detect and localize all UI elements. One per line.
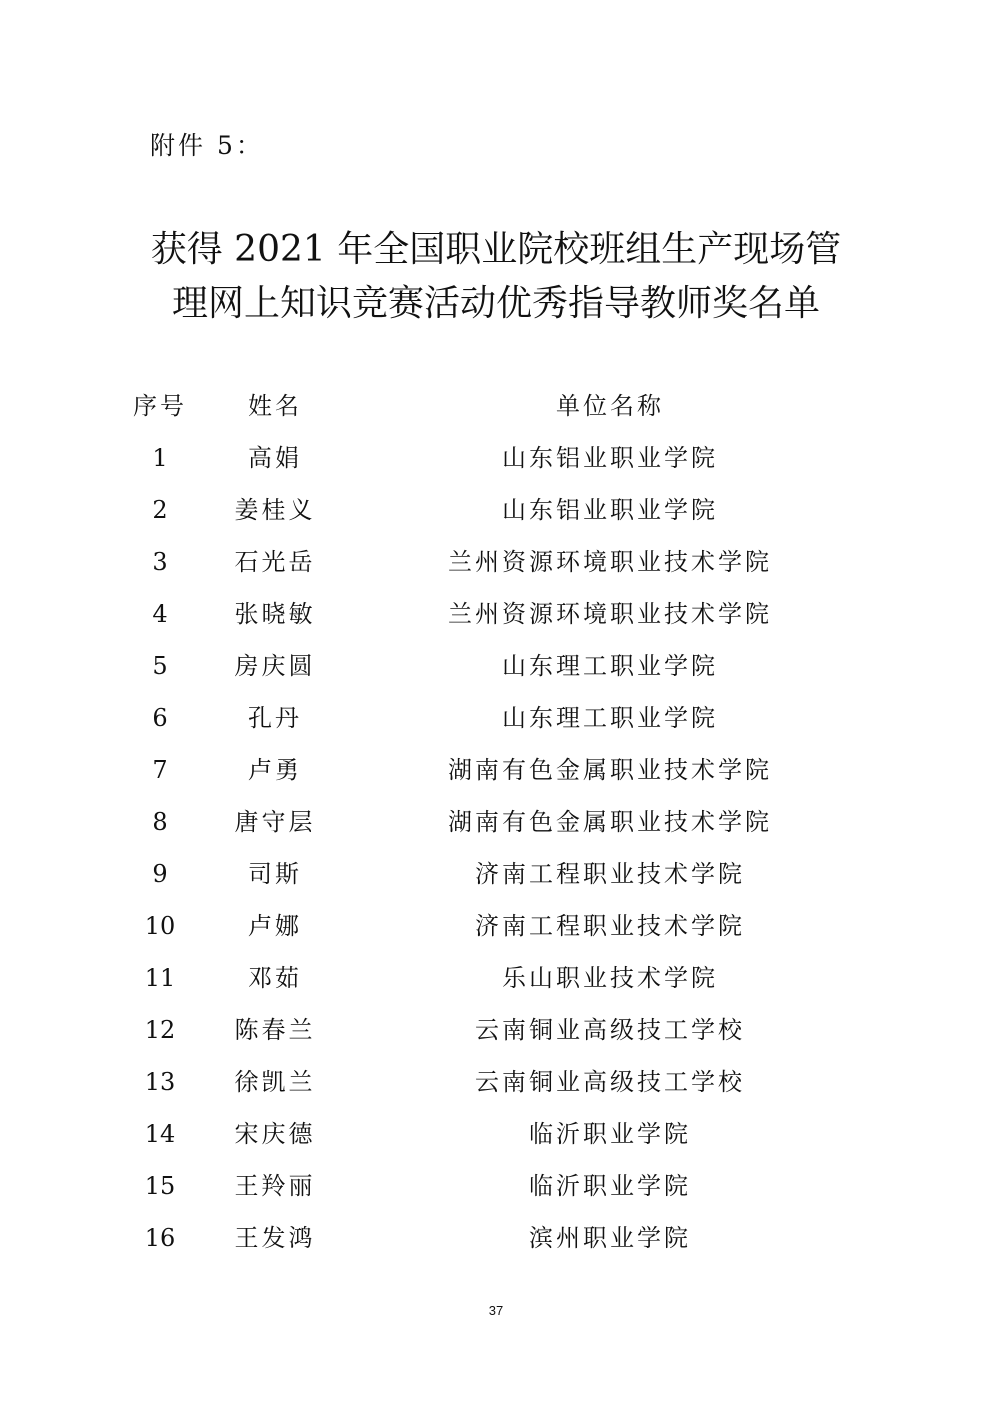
serial-number-cell: 5	[152, 652, 168, 680]
document-title-line-2: 理网上知识竞赛活动优秀指导教师奖名单	[171, 283, 820, 324]
unit-name-cell: 湖南有色金属职业技术学院	[448, 756, 772, 784]
unit-name-cell: 乐山职业技术学院	[502, 964, 718, 992]
unit-name-cell: 湖南有色金属职业技术学院	[448, 808, 772, 836]
name-cell: 张晓敏	[234, 600, 316, 628]
name-cell: 房庆圆	[234, 652, 316, 680]
document-title-line-1: 获得 2021 年全国职业院校班组生产现场管	[150, 229, 842, 270]
unit-name-cell: 兰州资源环境职业技术学院	[448, 548, 772, 576]
serial-number-cell: 9	[152, 860, 168, 888]
name-cell: 高娟	[248, 444, 302, 472]
unit-name-cell: 山东铝业职业学院	[502, 444, 718, 472]
name-cell: 陈春兰	[234, 1016, 316, 1044]
serial-number-cell: 11	[144, 964, 176, 992]
header-unit-name: 单位名称	[556, 392, 664, 420]
unit-name-cell: 兰州资源环境职业技术学院	[448, 600, 772, 628]
serial-number-cell: 12	[144, 1016, 176, 1044]
award-list-table	[0, 380, 992, 1264]
table-row	[0, 640, 992, 692]
unit-name-cell: 济南工程职业技术学院	[475, 860, 745, 888]
name-cell: 卢勇	[248, 756, 302, 784]
serial-number-cell: 2	[152, 496, 168, 524]
table-header-row	[0, 380, 992, 432]
table-row	[0, 952, 992, 1004]
serial-number-cell: 15	[144, 1172, 176, 1200]
unit-name-cell: 山东铝业职业学院	[502, 496, 718, 524]
serial-number-cell: 4	[152, 600, 168, 628]
serial-number-cell: 16	[144, 1224, 176, 1252]
name-cell: 王羚丽	[234, 1172, 316, 1200]
attachment-label: 附件 5：	[150, 131, 264, 160]
serial-number-cell: 14	[144, 1120, 176, 1148]
unit-name-cell: 云南铜业高级技工学校	[475, 1068, 745, 1096]
name-cell: 卢娜	[248, 912, 302, 940]
table-row	[0, 1108, 992, 1160]
serial-number-cell: 7	[152, 756, 168, 784]
table-row	[0, 432, 992, 484]
header-serial-number: 序号	[133, 392, 187, 420]
table-row	[0, 536, 992, 588]
name-cell: 邓茹	[248, 964, 302, 992]
unit-name-cell: 济南工程职业技术学院	[475, 912, 745, 940]
name-cell: 司斯	[248, 860, 302, 888]
name-cell: 王发鸿	[234, 1224, 316, 1252]
page-number: 37	[488, 1303, 504, 1318]
table-row	[0, 848, 992, 900]
table-row	[0, 796, 992, 848]
table-row	[0, 1212, 992, 1264]
table-row	[0, 900, 992, 952]
unit-name-cell: 山东理工职业学院	[502, 652, 718, 680]
serial-number-cell: 8	[152, 808, 168, 836]
name-cell: 唐守层	[234, 808, 316, 836]
name-cell: 石光岳	[234, 548, 316, 576]
table-row	[0, 744, 992, 796]
header-name: 姓名	[248, 392, 302, 420]
unit-name-cell: 临沂职业学院	[529, 1120, 691, 1148]
serial-number-cell: 1	[152, 444, 168, 472]
table-row	[0, 1056, 992, 1108]
serial-number-cell: 3	[152, 548, 168, 576]
table-row	[0, 588, 992, 640]
unit-name-cell: 临沂职业学院	[529, 1172, 691, 1200]
name-cell: 孔丹	[248, 704, 302, 732]
name-cell: 徐凯兰	[234, 1068, 316, 1096]
table-body	[0, 432, 992, 1264]
table-row	[0, 692, 992, 744]
table-row	[0, 1004, 992, 1056]
table-row	[0, 484, 992, 536]
serial-number-cell: 10	[144, 912, 176, 940]
serial-number-cell: 13	[144, 1068, 176, 1096]
unit-name-cell: 滨州职业学院	[529, 1224, 691, 1252]
name-cell: 宋庆德	[234, 1120, 316, 1148]
unit-name-cell: 山东理工职业学院	[502, 704, 718, 732]
unit-name-cell: 云南铜业高级技工学校	[475, 1016, 745, 1044]
serial-number-cell: 6	[152, 704, 168, 732]
table-row	[0, 1160, 992, 1212]
name-cell: 姜桂义	[234, 496, 316, 524]
